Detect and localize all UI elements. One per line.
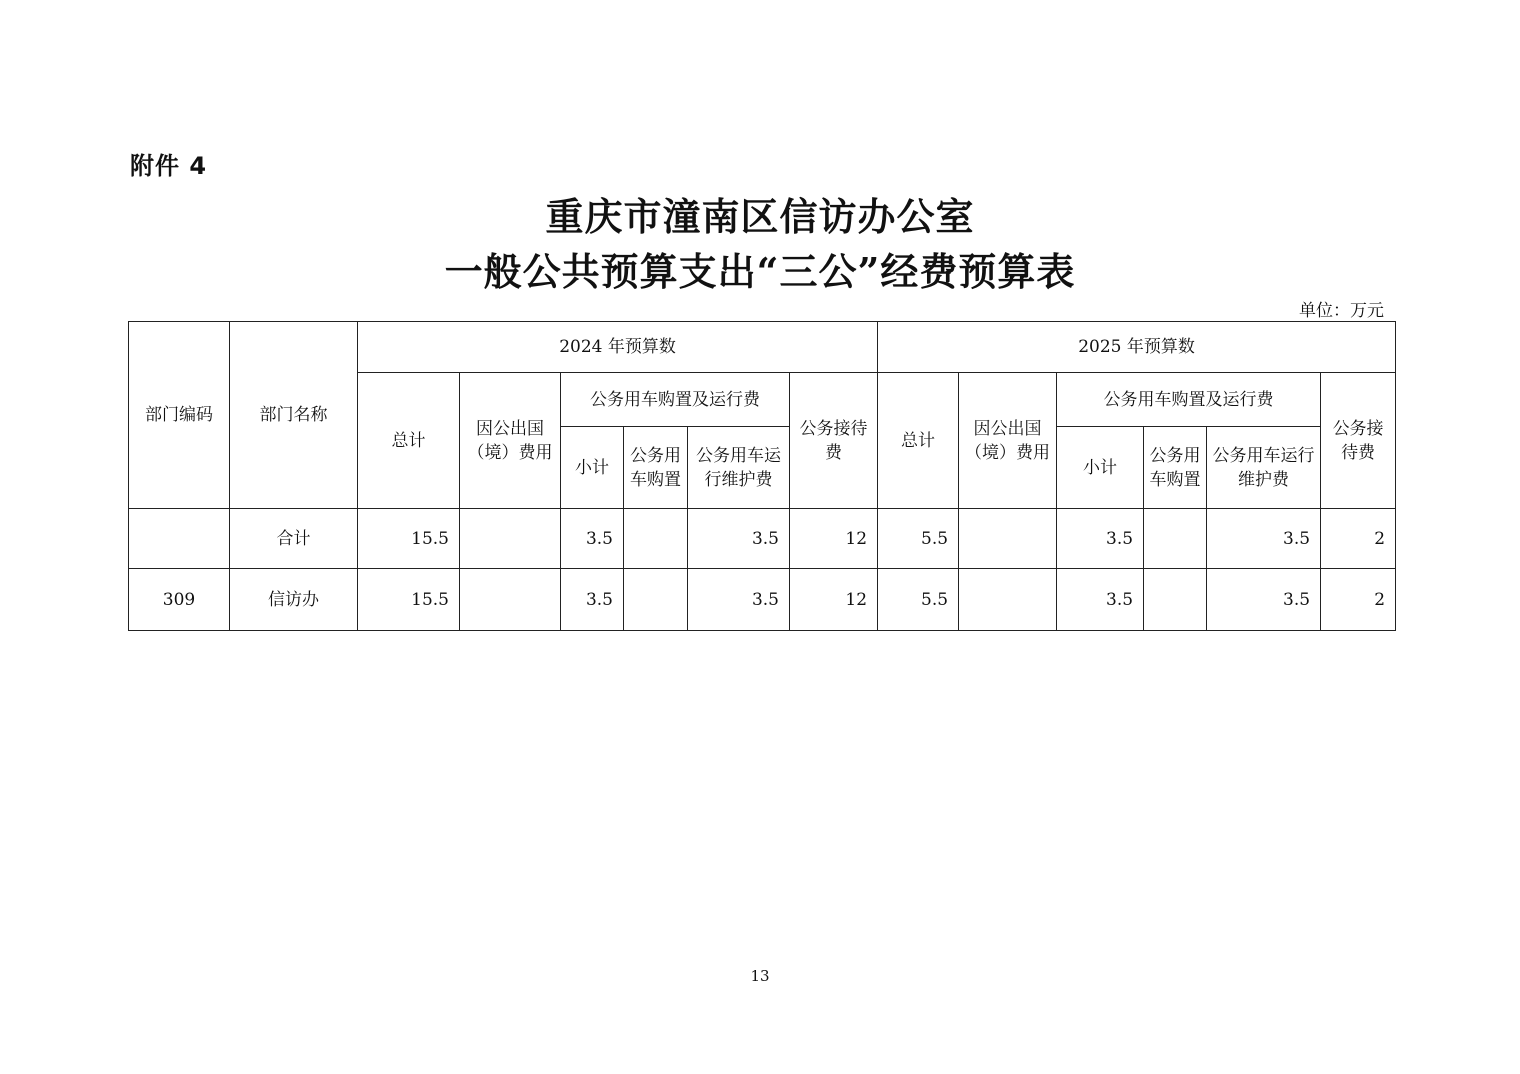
table-row-total: [129, 509, 1396, 569]
cell-2024-total: 15.5: [358, 509, 460, 569]
cell-2024-abroad: [460, 509, 561, 569]
header-2024-vehicle-purchase: 公务用车购置: [624, 427, 688, 509]
cell-2025-abroad: [959, 509, 1057, 569]
cell-name: 信访办: [230, 569, 358, 631]
page-title-line1: 重庆市潼南区信访办公室: [545, 194, 975, 239]
cell-2025-reception: 2: [1321, 569, 1396, 631]
cell-2024-total: 15.5: [358, 569, 460, 631]
header-2024-vehicle-maintenance: 公务用车运行维护费: [688, 427, 790, 509]
cell-2025-reception: 2: [1321, 509, 1396, 569]
header-2025-subtotal: 小计: [1057, 427, 1144, 509]
cell-code: 309: [129, 569, 230, 631]
cell-2024-subtotal: 3.5: [561, 569, 624, 631]
header-dept-name: 部门名称: [230, 322, 358, 509]
cell-2025-purchase: [1144, 509, 1207, 569]
cell-2025-purchase: [1144, 569, 1207, 631]
cell-2024-reception: 12: [790, 509, 878, 569]
cell-2024-maintenance: 3.5: [688, 509, 790, 569]
header-2024-total: 总计: [358, 373, 460, 509]
header-year-2025: 2025 年预算数: [878, 322, 1396, 373]
budget-table: [128, 321, 1396, 631]
page-title-line2: 一般公共预算支出“三公”经费预算表: [444, 249, 1076, 294]
cell-2024-abroad: [460, 569, 561, 631]
cell-code: [129, 509, 230, 569]
cell-2025-maintenance: 3.5: [1207, 569, 1321, 631]
header-2025-vehicle-group: 公务用车购置及运行费: [1057, 373, 1321, 427]
attachment-label: 附件 4: [130, 152, 208, 180]
header-dept-code: 部门编码: [129, 322, 230, 509]
header-2024-reception: 公务接待费: [790, 373, 878, 509]
cell-2025-total: 5.5: [878, 569, 959, 631]
header-2025-reception: 公务接待费: [1321, 373, 1396, 509]
cell-2024-maintenance: 3.5: [688, 569, 790, 631]
unit-label: 单位：万元: [1299, 301, 1384, 321]
cell-2024-subtotal: 3.5: [561, 509, 624, 569]
cell-2024-reception: 12: [790, 569, 878, 631]
cell-2024-purchase: [624, 569, 688, 631]
header-2024-abroad: 因公出国（境）费用: [460, 373, 561, 509]
cell-2025-total: 5.5: [878, 509, 959, 569]
header-2025-total: 总计: [878, 373, 959, 509]
cell-2025-subtotal: 3.5: [1057, 569, 1144, 631]
header-2025-vehicle-maintenance: 公务用车运行维护费: [1207, 427, 1321, 509]
header-2024-subtotal: 小计: [561, 427, 624, 509]
cell-2025-abroad: [959, 569, 1057, 631]
cell-2024-purchase: [624, 509, 688, 569]
cell-2025-subtotal: 3.5: [1057, 509, 1144, 569]
table-row-dept: [129, 569, 1396, 631]
cell-name: 合计: [230, 509, 358, 569]
header-year-2024: 2024 年预算数: [358, 322, 878, 373]
page-number: 13: [750, 967, 770, 985]
header-2025-vehicle-purchase: 公务用车购置: [1144, 427, 1207, 509]
header-2024-vehicle-group: 公务用车购置及运行费: [561, 373, 790, 427]
header-2025-abroad: 因公出国（境）费用: [959, 373, 1057, 509]
cell-2025-maintenance: 3.5: [1207, 509, 1321, 569]
